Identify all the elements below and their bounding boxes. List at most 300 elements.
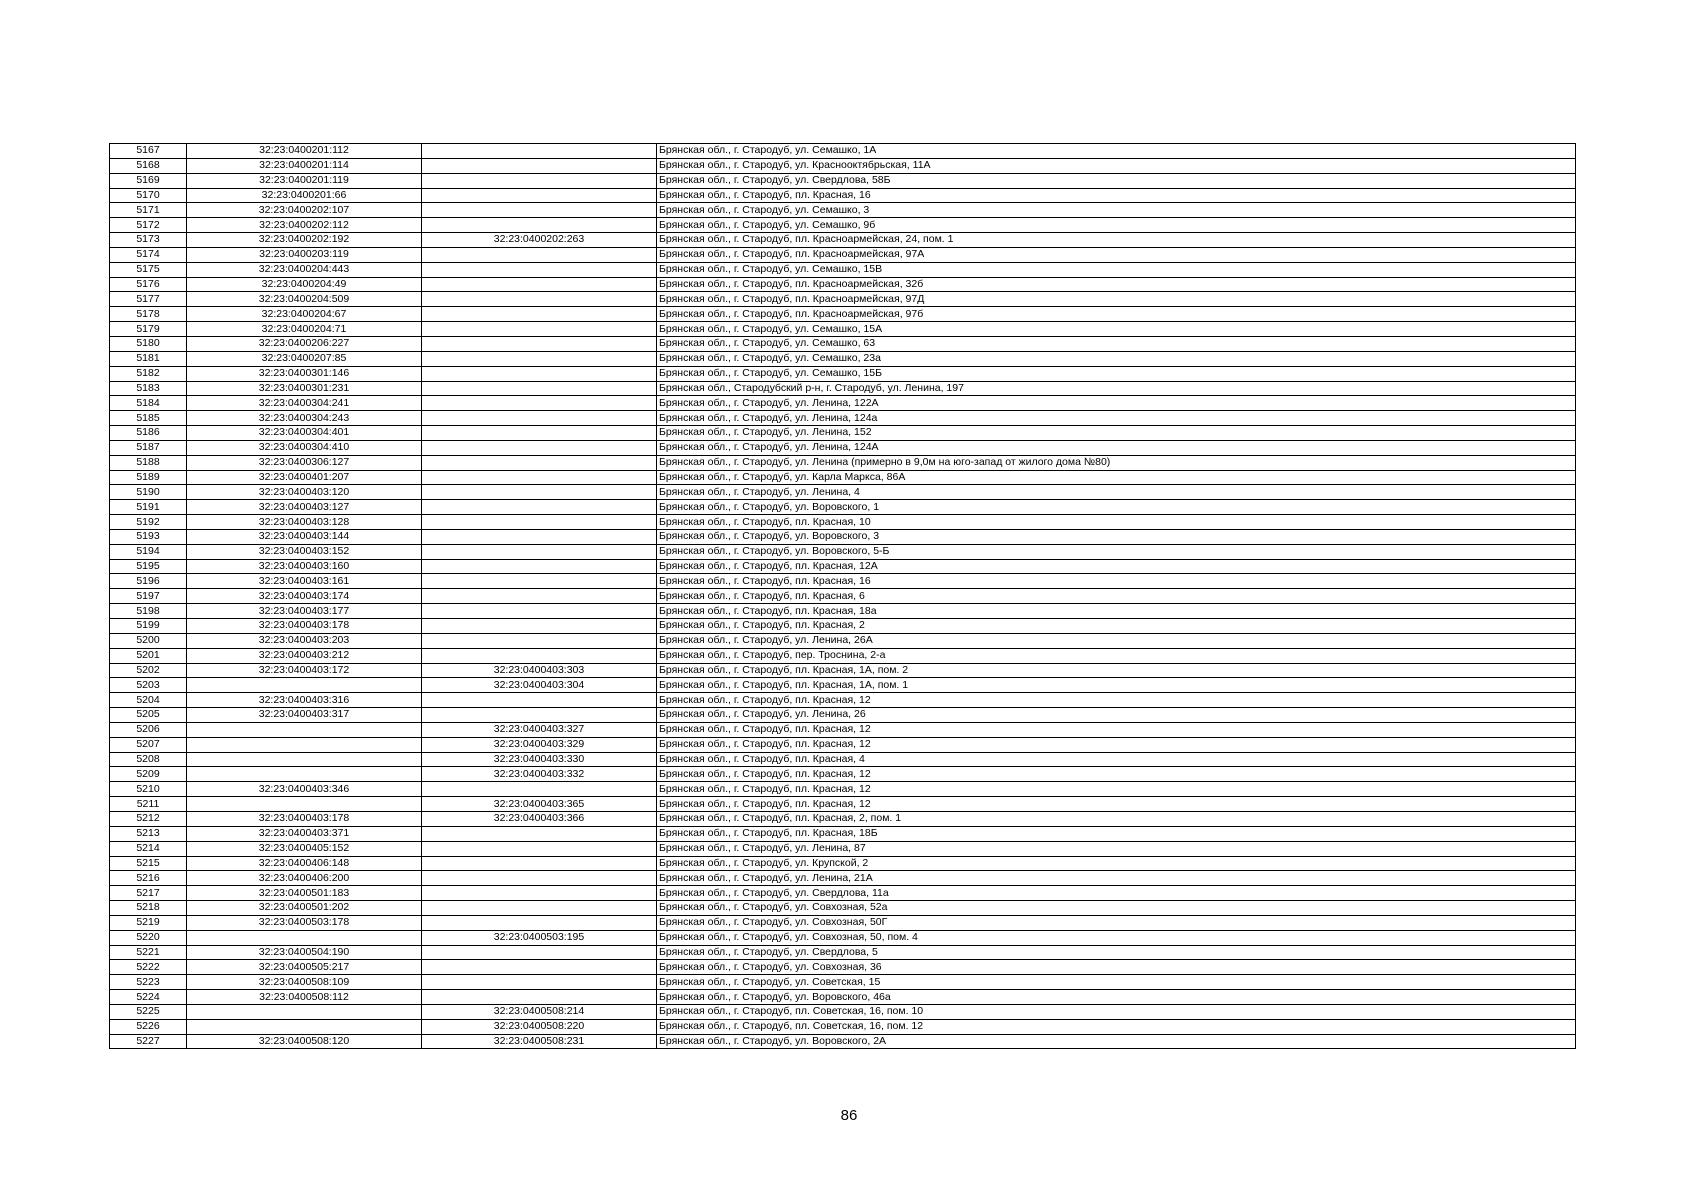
table-row [110,975,1576,990]
address-cell: Брянская обл., г. Стародуб, ул. Карла Маркса, 86А [657,470,1576,485]
address-cell: Брянская обл., г. Стародуб, ул. Ленина, 124а [657,411,1576,426]
cadastral-number-cell: 32:23:0400403:128 [187,515,422,530]
cadastral-number-cell [187,930,422,945]
table-row [110,188,1576,203]
row-number-cell: 5223 [110,975,187,990]
table-row [110,470,1576,485]
cadastral-number-cell: 32:23:0400508:112 [187,990,422,1005]
address-cell: Брянская обл., г. Стародуб, ул. Совхозная, 36 [657,960,1576,975]
row-number-cell: 5186 [110,426,187,441]
related-cadastral-number-cell [422,559,657,574]
cadastral-number-cell: 32:23:0400405:152 [187,841,422,856]
row-number-cell: 5217 [110,886,187,901]
address-cell: Брянская обл., г. Стародуб, ул. Свердлова, 11а [657,886,1576,901]
related-cadastral-number-cell: 32:23:0400403:366 [422,811,657,826]
cadastral-number-cell [187,767,422,782]
related-cadastral-number-cell [422,708,657,723]
address-cell: Брянская обл., г. Стародуб, пл. Красная, 12 [657,782,1576,797]
row-number-cell: 5175 [110,262,187,277]
row-number-cell: 5188 [110,455,187,470]
cadastral-number-cell [187,797,422,812]
address-cell: Брянская обл., г. Стародуб, пл. Красная, 12 [657,797,1576,812]
related-cadastral-number-cell [422,440,657,455]
cadastral-number-cell: 32:23:0400202:112 [187,218,422,233]
table-row [110,307,1576,322]
cadastral-number-cell: 32:23:0400306:127 [187,455,422,470]
row-number-cell: 5218 [110,901,187,916]
related-cadastral-number-cell [422,619,657,634]
row-number-cell: 5196 [110,574,187,589]
related-cadastral-number-cell [422,277,657,292]
address-cell: Брянская обл., г. Стародуб, ул. Воровского, 3 [657,529,1576,544]
table-row [110,648,1576,663]
table-row [110,351,1576,366]
table-row [110,589,1576,604]
row-number-cell: 5214 [110,841,187,856]
cadastral-number-cell: 32:23:0400304:243 [187,411,422,426]
address-cell: Брянская обл., г. Стародуб, ул. Ленина, 26А [657,633,1576,648]
cadastral-number-cell: 32:23:0400403:317 [187,708,422,723]
row-number-cell: 5187 [110,440,187,455]
table-row [110,396,1576,411]
address-cell: Брянская обл., г. Стародуб, ул. Семашко, 15В [657,262,1576,277]
related-cadastral-number-cell [422,544,657,559]
address-cell: Брянская обл., г. Стародуб, пл. Красная, 1А, пом. 1 [657,678,1576,693]
table-row [110,811,1576,826]
row-number-cell: 5178 [110,307,187,322]
cadastral-number-cell: 32:23:0400403:178 [187,619,422,634]
address-cell: Брянская обл., г. Стародуб, пл. Красная, 18Б [657,826,1576,841]
address-cell: Брянская обл., г. Стародуб, ул. Ленина, 4 [657,485,1576,500]
address-cell: Брянская обл., г. Стародуб, пл. Красная, 2, пом. 1 [657,811,1576,826]
registry-table [109,143,1576,1049]
address-cell: Брянская обл., г. Стародуб, ул. Семашко, 9б [657,218,1576,233]
cadastral-number-cell: 32:23:0400206:227 [187,336,422,351]
row-number-cell: 5226 [110,1019,187,1034]
related-cadastral-number-cell [422,470,657,485]
address-cell: Брянская обл., г. Стародуб, ул. Семашко, 15Б [657,366,1576,381]
cadastral-number-cell: 32:23:0400508:109 [187,975,422,990]
related-cadastral-number-cell [422,648,657,663]
related-cadastral-number-cell [422,841,657,856]
related-cadastral-number-cell [422,589,657,604]
table-row [110,574,1576,589]
row-number-cell: 5174 [110,247,187,262]
row-number-cell: 5227 [110,1034,187,1049]
cadastral-number-cell [187,752,422,767]
table-row [110,1034,1576,1049]
related-cadastral-number-cell: 32:23:0400403:327 [422,722,657,737]
table-row [110,960,1576,975]
table-row [110,767,1576,782]
cadastral-number-cell: 32:23:0400505:217 [187,960,422,975]
related-cadastral-number-cell: 32:23:0400503:195 [422,930,657,945]
address-cell: Брянская обл., г. Стародуб, ул. Свердлова, 58Б [657,173,1576,188]
related-cadastral-number-cell [422,782,657,797]
address-cell: Брянская обл., г. Стародуб, пл. Красная, 12 [657,737,1576,752]
cadastral-number-cell: 32:23:0400202:192 [187,233,422,248]
cadastral-number-cell: 32:23:0400304:401 [187,426,422,441]
related-cadastral-number-cell [422,871,657,886]
cadastral-number-cell: 32:23:0400204:509 [187,292,422,307]
cadastral-number-cell: 32:23:0400504:190 [187,945,422,960]
related-cadastral-number-cell: 32:23:0400202:263 [422,233,657,248]
related-cadastral-number-cell [422,633,657,648]
cadastral-number-cell: 32:23:0400403:174 [187,589,422,604]
address-cell: Брянская обл., г. Стародуб, ул. Ленина (примерно в 9,0м на юго-запад от жилого дома №80) [657,455,1576,470]
row-number-cell: 5171 [110,203,187,218]
related-cadastral-number-cell [422,158,657,173]
related-cadastral-number-cell: 32:23:0400508:214 [422,1004,657,1019]
table-row [110,336,1576,351]
row-number-cell: 5183 [110,381,187,396]
address-cell: Брянская обл., г. Стародуб, пл. Красноармейская, 97Д [657,292,1576,307]
row-number-cell: 5219 [110,915,187,930]
row-number-cell: 5211 [110,797,187,812]
table-row [110,247,1576,262]
cadastral-number-cell: 32:23:0400403:177 [187,604,422,619]
row-number-cell: 5200 [110,633,187,648]
related-cadastral-number-cell [422,411,657,426]
address-cell: Брянская обл., г. Стародуб, ул. Семашко, 15А [657,322,1576,337]
row-number-cell: 5209 [110,767,187,782]
row-number-cell: 5207 [110,737,187,752]
row-number-cell: 5208 [110,752,187,767]
row-number-cell: 5191 [110,500,187,515]
address-cell: Брянская обл., г. Стародуб, ул. Крупской, 2 [657,856,1576,871]
related-cadastral-number-cell: 32:23:0400403:330 [422,752,657,767]
related-cadastral-number-cell: 32:23:0400403:304 [422,678,657,693]
row-number-cell: 5169 [110,173,187,188]
table-row [110,440,1576,455]
table-row [110,144,1576,159]
related-cadastral-number-cell [422,173,657,188]
row-number-cell: 5176 [110,277,187,292]
table-row [110,292,1576,307]
address-cell: Брянская обл., г. Стародуб, пл. Красноармейская, 24, пом. 1 [657,233,1576,248]
address-cell: Брянская обл., г. Стародуб, ул. Воровского, 1 [657,500,1576,515]
row-number-cell: 5195 [110,559,187,574]
related-cadastral-number-cell [422,574,657,589]
table-row [110,722,1576,737]
related-cadastral-number-cell [422,515,657,530]
row-number-cell: 5193 [110,529,187,544]
address-cell: Брянская обл., Стародубский р-н, г. Стародуб, ул. Ленина, 197 [657,381,1576,396]
registry-table-body [110,144,1576,1049]
cadastral-number-cell: 32:23:0400304:241 [187,396,422,411]
address-cell: Брянская обл., г. Стародуб, ул. Ленина, 26 [657,708,1576,723]
related-cadastral-number-cell: 32:23:0400403:303 [422,663,657,678]
address-cell: Брянская обл., г. Стародуб, ул. Совхозная, 50Г [657,915,1576,930]
cadastral-number-cell: 32:23:0400403:212 [187,648,422,663]
related-cadastral-number-cell [422,945,657,960]
related-cadastral-number-cell [422,886,657,901]
cadastral-number-cell: 32:23:0400207:85 [187,351,422,366]
address-cell: Брянская обл., г. Стародуб, пл. Советская, 16, пом. 10 [657,1004,1576,1019]
row-number-cell: 5170 [110,188,187,203]
table-row [110,500,1576,515]
address-cell: Брянская обл., г. Стародуб, ул. Семашко, 23а [657,351,1576,366]
row-number-cell: 5224 [110,990,187,1005]
related-cadastral-number-cell [422,262,657,277]
row-number-cell: 5213 [110,826,187,841]
table-row [110,559,1576,574]
table-row [110,203,1576,218]
table-row [110,826,1576,841]
related-cadastral-number-cell [422,426,657,441]
page-number: 86 [840,1107,858,1124]
related-cadastral-number-cell [422,381,657,396]
cadastral-number-cell: 32:23:0400403:203 [187,633,422,648]
row-number-cell: 5168 [110,158,187,173]
related-cadastral-number-cell: 32:23:0400403:329 [422,737,657,752]
row-number-cell: 5181 [110,351,187,366]
address-cell: Брянская обл., г. Стародуб, ул. Воровского, 46а [657,990,1576,1005]
table-row [110,990,1576,1005]
address-cell: Брянская обл., г. Стародуб, ул. Ленина, 152 [657,426,1576,441]
cadastral-number-cell [187,1019,422,1034]
address-cell: Брянская обл., г. Стародуб, ул. Воровского, 2А [657,1034,1576,1049]
related-cadastral-number-cell [422,826,657,841]
row-number-cell: 5206 [110,722,187,737]
related-cadastral-number-cell [422,203,657,218]
related-cadastral-number-cell [422,915,657,930]
row-number-cell: 5182 [110,366,187,381]
cadastral-number-cell: 32:23:0400403:127 [187,500,422,515]
address-cell: Брянская обл., г. Стародуб, пл. Красная, 2 [657,619,1576,634]
row-number-cell: 5205 [110,708,187,723]
related-cadastral-number-cell [422,693,657,708]
address-cell: Брянская обл., г. Стародуб, пл. Красная, 1А, пом. 2 [657,663,1576,678]
cadastral-number-cell: 32:23:0400201:114 [187,158,422,173]
address-cell: Брянская обл., г. Стародуб, ул. Совхозная, 50, пом. 4 [657,930,1576,945]
cadastral-number-cell: 32:23:0400403:316 [187,693,422,708]
row-number-cell: 5192 [110,515,187,530]
row-number-cell: 5172 [110,218,187,233]
address-cell: Брянская обл., г. Стародуб, ул. Семашко, 1А [657,144,1576,159]
related-cadastral-number-cell [422,500,657,515]
related-cadastral-number-cell [422,351,657,366]
related-cadastral-number-cell [422,307,657,322]
related-cadastral-number-cell [422,990,657,1005]
related-cadastral-number-cell [422,975,657,990]
row-number-cell: 5210 [110,782,187,797]
table-row [110,633,1576,648]
address-cell: Брянская обл., г. Стародуб, пл. Советская, 16, пом. 12 [657,1019,1576,1034]
address-cell: Брянская обл., г. Стародуб, пл. Красная, 6 [657,589,1576,604]
related-cadastral-number-cell [422,856,657,871]
table-row [110,529,1576,544]
row-number-cell: 5216 [110,871,187,886]
table-row [110,915,1576,930]
related-cadastral-number-cell [422,396,657,411]
cadastral-number-cell: 32:23:0400501:183 [187,886,422,901]
cadastral-number-cell: 32:23:0400304:410 [187,440,422,455]
related-cadastral-number-cell: 32:23:0400403:365 [422,797,657,812]
cadastral-number-cell: 32:23:0400204:71 [187,322,422,337]
address-cell: Брянская обл., г. Стародуб, пл. Красная, 12 [657,722,1576,737]
cadastral-number-cell [187,722,422,737]
related-cadastral-number-cell [422,529,657,544]
row-number-cell: 5184 [110,396,187,411]
related-cadastral-number-cell [422,188,657,203]
cadastral-number-cell [187,737,422,752]
related-cadastral-number-cell [422,455,657,470]
row-number-cell: 5185 [110,411,187,426]
table-row [110,945,1576,960]
table-row [110,158,1576,173]
table-row [110,233,1576,248]
table-row [110,782,1576,797]
cadastral-number-cell: 32:23:0400202:107 [187,203,422,218]
table-row [110,322,1576,337]
address-cell: Брянская обл., г. Стародуб, ул. Воровского, 5-Б [657,544,1576,559]
cadastral-number-cell: 32:23:0400403:161 [187,574,422,589]
table-row [110,173,1576,188]
row-number-cell: 5179 [110,322,187,337]
table-row [110,886,1576,901]
cadastral-number-cell: 32:23:0400501:202 [187,901,422,916]
row-number-cell: 5194 [110,544,187,559]
cadastral-number-cell: 32:23:0400301:146 [187,366,422,381]
address-cell: Брянская обл., г. Стародуб, пл. Красная, 12А [657,559,1576,574]
table-row [110,797,1576,812]
table-row [110,262,1576,277]
address-cell: Брянская обл., г. Стародуб, пл. Красноармейская, 97б [657,307,1576,322]
related-cadastral-number-cell: 32:23:0400508:231 [422,1034,657,1049]
address-cell: Брянская обл., г. Стародуб, ул. Ленина, 87 [657,841,1576,856]
address-cell: Брянская обл., г. Стародуб, ул. Свердлова, 5 [657,945,1576,960]
related-cadastral-number-cell [422,144,657,159]
row-number-cell: 5222 [110,960,187,975]
row-number-cell: 5203 [110,678,187,693]
row-number-cell: 5202 [110,663,187,678]
related-cadastral-number-cell [422,901,657,916]
table-row [110,708,1576,723]
address-cell: Брянская обл., г. Стародуб, ул. Ленина, 122А [657,396,1576,411]
address-cell: Брянская обл., г. Стародуб, ул. Ленина, 21А [657,871,1576,886]
cadastral-number-cell: 32:23:0400301:231 [187,381,422,396]
cadastral-number-cell: 32:23:0400403:152 [187,544,422,559]
related-cadastral-number-cell [422,485,657,500]
address-cell: Брянская обл., г. Стародуб, пл. Красная, 18а [657,604,1576,619]
address-cell: Брянская обл., г. Стародуб, ул. Совхозная, 52а [657,901,1576,916]
address-cell: Брянская обл., г. Стародуб, ул. Краснооктябрьская, 11А [657,158,1576,173]
cadastral-number-cell: 32:23:0400403:160 [187,559,422,574]
table-row [110,619,1576,634]
address-cell: Брянская обл., г. Стародуб, пл. Красноармейская, 32б [657,277,1576,292]
table-row [110,841,1576,856]
table-row [110,218,1576,233]
related-cadastral-number-cell: 32:23:0400403:332 [422,767,657,782]
cadastral-number-cell: 32:23:0400406:148 [187,856,422,871]
row-number-cell: 5180 [110,336,187,351]
cadastral-number-cell [187,678,422,693]
table-row [110,515,1576,530]
cadastral-number-cell [187,1004,422,1019]
row-number-cell: 5225 [110,1004,187,1019]
row-number-cell: 5215 [110,856,187,871]
cadastral-number-cell: 32:23:0400401:207 [187,470,422,485]
address-cell: Брянская обл., г. Стародуб, ул. Ленина, 124А [657,440,1576,455]
table-row [110,544,1576,559]
related-cadastral-number-cell [422,604,657,619]
cadastral-number-cell: 32:23:0400403:144 [187,529,422,544]
address-cell: Брянская обл., г. Стародуб, пл. Красная, 16 [657,574,1576,589]
table-row [110,277,1576,292]
row-number-cell: 5212 [110,811,187,826]
address-cell: Брянская обл., г. Стародуб, пл. Красноармейская, 97А [657,247,1576,262]
table-row [110,1019,1576,1034]
address-cell: Брянская обл., г. Стародуб, пл. Красная, 12 [657,767,1576,782]
cadastral-number-cell: 32:23:0400204:443 [187,262,422,277]
row-number-cell: 5220 [110,930,187,945]
cadastral-number-cell: 32:23:0400403:172 [187,663,422,678]
cadastral-number-cell: 32:23:0400403:120 [187,485,422,500]
row-number-cell: 5197 [110,589,187,604]
related-cadastral-number-cell [422,218,657,233]
table-row [110,901,1576,916]
related-cadastral-number-cell [422,292,657,307]
cadastral-number-cell: 32:23:0400403:178 [187,811,422,826]
row-number-cell: 5189 [110,470,187,485]
row-number-cell: 5167 [110,144,187,159]
table-row [110,366,1576,381]
address-cell: Брянская обл., г. Стародуб, пер. Троснина, 2-а [657,648,1576,663]
cadastral-number-cell: 32:23:0400201:66 [187,188,422,203]
related-cadastral-number-cell [422,366,657,381]
cadastral-number-cell: 32:23:0400204:67 [187,307,422,322]
address-cell: Брянская обл., г. Стародуб, ул. Советская, 15 [657,975,1576,990]
cadastral-number-cell: 32:23:0400203:119 [187,247,422,262]
table-row [110,930,1576,945]
address-cell: Брянская обл., г. Стародуб, пл. Красная, 4 [657,752,1576,767]
cadastral-number-cell: 32:23:0400508:120 [187,1034,422,1049]
table-row [110,485,1576,500]
related-cadastral-number-cell [422,247,657,262]
row-number-cell: 5199 [110,619,187,634]
related-cadastral-number-cell: 32:23:0400508:220 [422,1019,657,1034]
row-number-cell: 5201 [110,648,187,663]
cadastral-number-cell: 32:23:0400201:112 [187,144,422,159]
related-cadastral-number-cell [422,322,657,337]
address-cell: Брянская обл., г. Стародуб, пл. Красная, 10 [657,515,1576,530]
table-row [110,871,1576,886]
cadastral-number-cell: 32:23:0400403:346 [187,782,422,797]
address-cell: Брянская обл., г. Стародуб, ул. Семашко, 3 [657,203,1576,218]
row-number-cell: 5198 [110,604,187,619]
table-row [110,604,1576,619]
address-cell: Брянская обл., г. Стародуб, пл. Красная, 16 [657,188,1576,203]
table-row [110,381,1576,396]
table-row [110,693,1576,708]
cadastral-number-cell: 32:23:0400204:49 [187,277,422,292]
cadastral-number-cell: 32:23:0400201:119 [187,173,422,188]
cadastral-number-cell: 32:23:0400403:371 [187,826,422,841]
table-row [110,1004,1576,1019]
related-cadastral-number-cell [422,960,657,975]
table-row [110,411,1576,426]
table-row [110,455,1576,470]
row-number-cell: 5190 [110,485,187,500]
table-row [110,663,1576,678]
table-row [110,856,1576,871]
related-cadastral-number-cell [422,336,657,351]
table-row [110,752,1576,767]
row-number-cell: 5177 [110,292,187,307]
table-row [110,678,1576,693]
row-number-cell: 5221 [110,945,187,960]
